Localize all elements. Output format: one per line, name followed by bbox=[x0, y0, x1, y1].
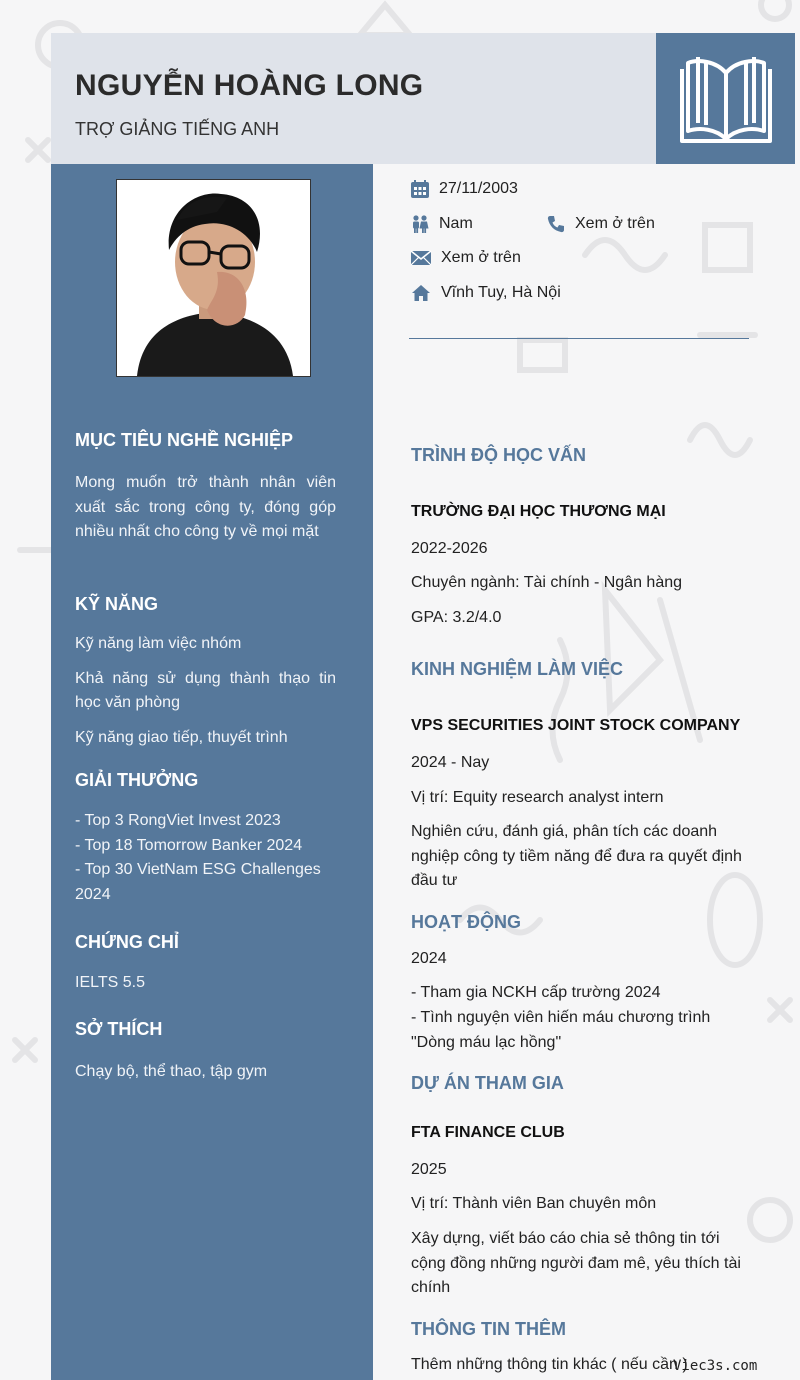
experience-heading: KINH NGHIỆM LÀM VIỆC bbox=[411, 659, 624, 679]
awards-section bbox=[75, 770, 336, 907]
candidate-name: NGUYỄN HOÀNG LONG bbox=[75, 69, 424, 102]
additional-heading: THÔNG TIN THÊM bbox=[411, 1319, 566, 1339]
contact-divider bbox=[409, 338, 749, 339]
activity-item: - Tình nguyện viên hiến máu chương trình "Dòng máu lạc hồng" bbox=[411, 1009, 711, 1051]
certificates-section bbox=[75, 932, 336, 996]
education-heading: TRÌNH ĐỘ HỌC VẤN bbox=[411, 445, 586, 465]
experience-company: VPS SECURITIES JOINT STOCK COMPANY bbox=[411, 717, 741, 734]
hobbies-section bbox=[75, 1019, 336, 1085]
header-book-badge bbox=[656, 33, 795, 164]
skill-item: Khả năng sử dụng thành thạo tin học văn phòng bbox=[75, 669, 336, 711]
contact-gender bbox=[411, 215, 473, 233]
contact-address bbox=[411, 284, 561, 302]
award-item: - Top 30 VietNam ESG Challenges 2024 bbox=[75, 861, 321, 903]
candidate-job-title: TRỢ GIẢNG TIẾNG ANH bbox=[75, 119, 280, 139]
envelope-icon bbox=[411, 250, 431, 266]
resume-page bbox=[51, 33, 795, 1380]
additional-text: Thêm những thông tin khác ( nếu cần ) bbox=[411, 1356, 688, 1373]
calendar-icon bbox=[411, 180, 429, 198]
email-value: Xem ở trên bbox=[441, 249, 521, 266]
activities-heading: HOẠT ĐỘNG bbox=[411, 912, 521, 932]
experience-position: Vị trí: Equity research analyst intern bbox=[411, 789, 664, 806]
contact-birthday bbox=[411, 180, 518, 198]
project-position: Vị trí: Thành viên Ban chuyên môn bbox=[411, 1195, 657, 1212]
contact-email bbox=[411, 249, 521, 267]
objective-section bbox=[75, 430, 336, 545]
certificate-item: IELTS 5.5 bbox=[75, 974, 145, 991]
profile-photo bbox=[116, 179, 311, 377]
gender-value: Nam bbox=[439, 215, 473, 232]
address-value: Vĩnh Tuy, Hà Nội bbox=[441, 284, 561, 301]
experience-description: Nghiên cứu, đánh giá, phân tích các doanh nghiệp công ty tiềm năng để đưa ra quyết định đầu tư bbox=[411, 823, 742, 889]
site-brand: Viec3s.com bbox=[673, 1358, 758, 1374]
project-description: Xây dựng, viết báo cáo chia sẻ thông tin tới cộng đồng những người đam mê, yêu thích tài chính bbox=[411, 1230, 741, 1296]
project-year: 2025 bbox=[411, 1161, 447, 1178]
hobbies-text: Chạy bộ, thể thao, tập gym bbox=[75, 1063, 268, 1080]
gender-icon bbox=[411, 215, 429, 233]
home-icon bbox=[411, 284, 431, 302]
awards-heading: GIẢI THƯỞNG bbox=[75, 770, 199, 790]
skill-item: Kỹ năng làm việc nhóm bbox=[75, 635, 242, 652]
phone-value: Xem ở trên bbox=[575, 215, 655, 232]
projects-heading: DỰ ÁN THAM GIA bbox=[411, 1073, 564, 1093]
activity-item: - Tham gia NCKH cấp trường 2024 bbox=[411, 984, 661, 1001]
left-sidebar bbox=[51, 164, 373, 1380]
award-item: - Top 3 RongViet Invest 2023 bbox=[75, 812, 281, 829]
award-item: - Top 18 Tomorrow Banker 2024 bbox=[75, 836, 303, 854]
skills-heading: KỸ NĂNG bbox=[75, 594, 159, 614]
contact-phone bbox=[547, 215, 655, 233]
phone-icon bbox=[547, 215, 565, 233]
education-years: 2022-2026 bbox=[411, 540, 488, 557]
experience-period: 2024 - Nay bbox=[411, 754, 490, 771]
resume-header bbox=[51, 33, 656, 164]
certificates-heading: CHỨNG CHỈ bbox=[75, 932, 179, 952]
education-school: TRƯỜNG ĐẠI HỌC THƯƠNG MẠI bbox=[411, 503, 666, 520]
objective-text: Mong muốn trở thành nhân viên xuất sắc trong công ty, đóng góp nhiều nhất cho công ty về mọi mặt bbox=[75, 474, 336, 540]
skills-section bbox=[75, 594, 336, 750]
birthday-value: 27/11/2003 bbox=[439, 180, 518, 197]
education-major: Chuyên ngành: Tài chính - Ngân hàng bbox=[411, 574, 683, 591]
objective-heading: MỤC TIÊU NGHỀ NGHIỆP bbox=[75, 430, 294, 450]
activities-year: 2024 bbox=[411, 950, 447, 967]
hobbies-heading: SỞ THÍCH bbox=[75, 1019, 163, 1039]
open-book-icon bbox=[678, 53, 774, 145]
project-name: FTA FINANCE CLUB bbox=[411, 1124, 565, 1141]
avatar bbox=[117, 180, 310, 376]
skill-item: Kỹ năng giao tiếp, thuyết trình bbox=[75, 728, 288, 746]
education-gpa: GPA: 3.2/4.0 bbox=[411, 609, 502, 626]
